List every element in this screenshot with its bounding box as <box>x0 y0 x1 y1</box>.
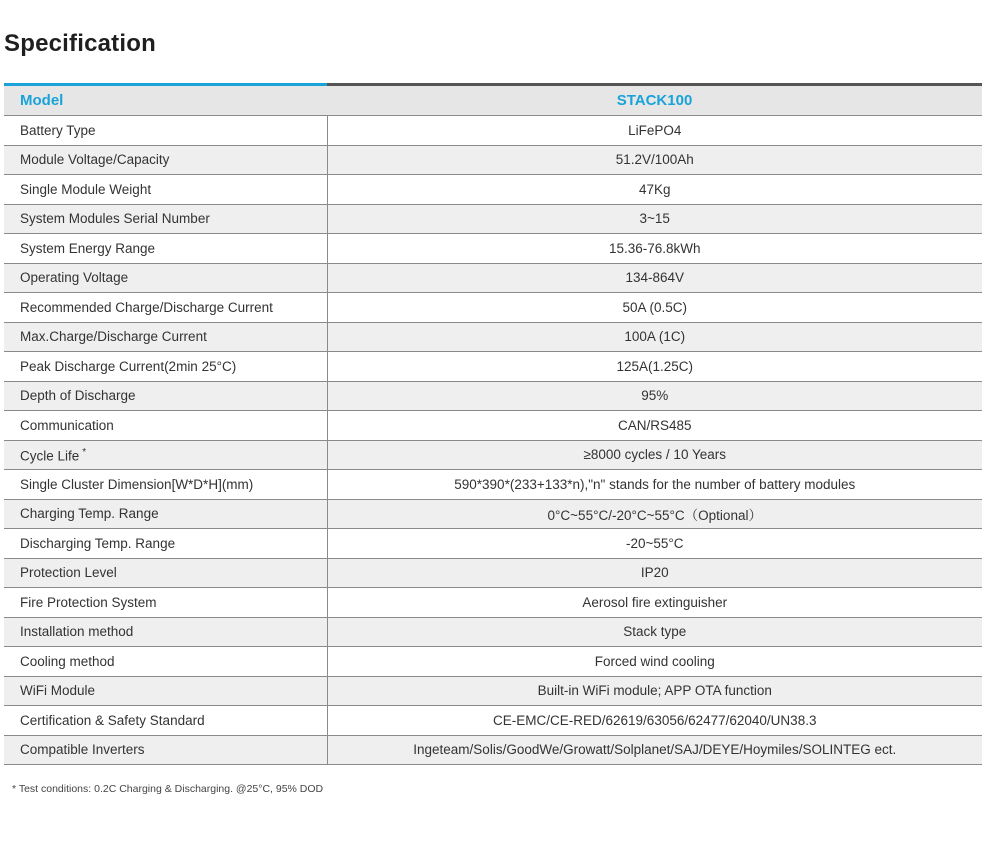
spec-label: WiFi Module <box>20 683 96 699</box>
spec-label: Cooling method <box>20 653 115 669</box>
spec-value-cell: 100A (1C) <box>327 322 982 352</box>
spec-table <box>4 83 982 765</box>
spec-value-cell: Aerosol fire extinguisher <box>327 588 982 618</box>
spec-value-cell: Ingeteam/Solis/GoodWe/Growatt/Solplanet/SAJ/DEYE/Hoymiles/SOLINTEG ect. <box>327 735 982 765</box>
spec-label-cell <box>4 558 327 588</box>
table-row <box>4 588 982 618</box>
spec-label-cell <box>4 470 327 500</box>
table-row <box>4 676 982 706</box>
table-row <box>4 558 982 588</box>
table-row <box>4 470 982 500</box>
spec-value-cell: 15.36-76.8kWh <box>327 234 982 264</box>
spec-value-cell: Stack type <box>327 617 982 647</box>
table-row <box>4 234 982 264</box>
spec-value-cell: 50A (0.5C) <box>327 293 982 323</box>
table-row <box>4 411 982 441</box>
spec-label: Peak Discharge Current(2min 25°C) <box>20 358 237 374</box>
spec-label-cell <box>4 145 327 175</box>
spec-label: Installation method <box>20 624 134 640</box>
table-row <box>4 175 982 205</box>
table-row <box>4 322 982 352</box>
spec-value-cell: IP20 <box>327 558 982 588</box>
table-row <box>4 617 982 647</box>
spec-label-cell <box>4 676 327 706</box>
spec-value-cell: LiFePO4 <box>327 116 982 146</box>
spec-label-cell <box>4 706 327 736</box>
spec-label: Discharging Temp. Range <box>20 535 176 551</box>
table-row <box>4 204 982 234</box>
table-row <box>4 116 982 146</box>
table-row <box>4 440 982 470</box>
spec-label: Communication <box>20 417 114 433</box>
spec-label-cell <box>4 352 327 382</box>
table-row <box>4 647 982 677</box>
spec-value-cell: 125A(1.25C) <box>327 352 982 382</box>
spec-label: Fire Protection System <box>20 594 157 610</box>
page-title: Specification <box>4 30 156 57</box>
spec-value-cell: 0°C~55°C/-20°C~55°C（Optional） <box>327 499 982 529</box>
table-header-row <box>4 85 982 116</box>
spec-value-cell: 590*390*(233+133*n),"n" stands for the number of battery modules <box>327 470 982 500</box>
spec-label-cell <box>4 440 327 470</box>
spec-value-cell: CE-EMC/CE-RED/62619/63056/62477/62040/UN38.3 <box>327 706 982 736</box>
spec-label-cell <box>4 499 327 529</box>
spec-value-cell: -20~55°C <box>327 529 982 559</box>
spec-label: System Modules Serial Number <box>20 211 210 227</box>
spec-label: Operating Voltage <box>20 270 129 286</box>
spec-label: Battery Type <box>20 122 96 138</box>
table-row <box>4 706 982 736</box>
spec-label-cell <box>4 411 327 441</box>
spec-label: Max.Charge/Discharge Current <box>20 329 207 345</box>
spec-label-cell <box>4 234 327 264</box>
table-body <box>4 116 982 765</box>
spec-label-cell <box>4 116 327 146</box>
table-row <box>4 293 982 323</box>
spec-label-cell <box>4 322 327 352</box>
spec-label-cell <box>4 381 327 411</box>
table-row <box>4 499 982 529</box>
footnote: * Test conditions: 0.2C Charging & Discharging. @25°C, 95% DOD <box>12 783 324 795</box>
spec-label-cell <box>4 529 327 559</box>
spec-label: Single Module Weight <box>20 181 152 197</box>
spec-value-cell: 51.2V/100Ah <box>327 145 982 175</box>
spec-value-cell: CAN/RS485 <box>327 411 982 441</box>
spec-label-cell <box>4 204 327 234</box>
table-row <box>4 145 982 175</box>
footnote-marker: * <box>82 446 87 458</box>
spec-label: Module Voltage/Capacity <box>20 152 170 168</box>
spec-label-cell <box>4 617 327 647</box>
spec-label-cell <box>4 175 327 205</box>
spec-value-cell: 134-864V <box>327 263 982 293</box>
spec-label: Protection Level <box>20 565 117 581</box>
spec-label-cell <box>4 263 327 293</box>
spec-value-cell: ≥8000 cycles / 10 Years <box>327 440 982 470</box>
spec-label-cell <box>4 293 327 323</box>
spec-label: Single Cluster Dimension[W*D*H](mm) <box>20 476 254 492</box>
header-label-cell: Model <box>4 85 327 116</box>
spec-value-cell: Built-in WiFi module; APP OTA function <box>327 676 982 706</box>
spec-value-cell: 47Kg <box>327 175 982 205</box>
spec-label: Compatible Inverters <box>20 742 145 758</box>
spec-label: Certification & Safety Standard <box>20 712 205 728</box>
table-row <box>4 381 982 411</box>
table-row <box>4 263 982 293</box>
spec-label: Cycle Life <box>20 448 80 463</box>
spec-label-cell <box>4 647 327 677</box>
spec-value-cell: Forced wind cooling <box>327 647 982 677</box>
header-model-cell: STACK100 <box>327 85 982 116</box>
spec-label: Recommended Charge/Discharge Current <box>20 299 273 315</box>
table-row <box>4 735 982 765</box>
table-row <box>4 529 982 559</box>
spec-label-cell <box>4 588 327 618</box>
spec-value-cell: 95% <box>327 381 982 411</box>
spec-value-cell: 3~15 <box>327 204 982 234</box>
table-row <box>4 352 982 382</box>
spec-label-cell <box>4 735 327 765</box>
spec-label: Charging Temp. Range <box>20 506 159 522</box>
spec-label: System Energy Range <box>20 240 156 256</box>
spec-label: Depth of Discharge <box>20 388 136 404</box>
